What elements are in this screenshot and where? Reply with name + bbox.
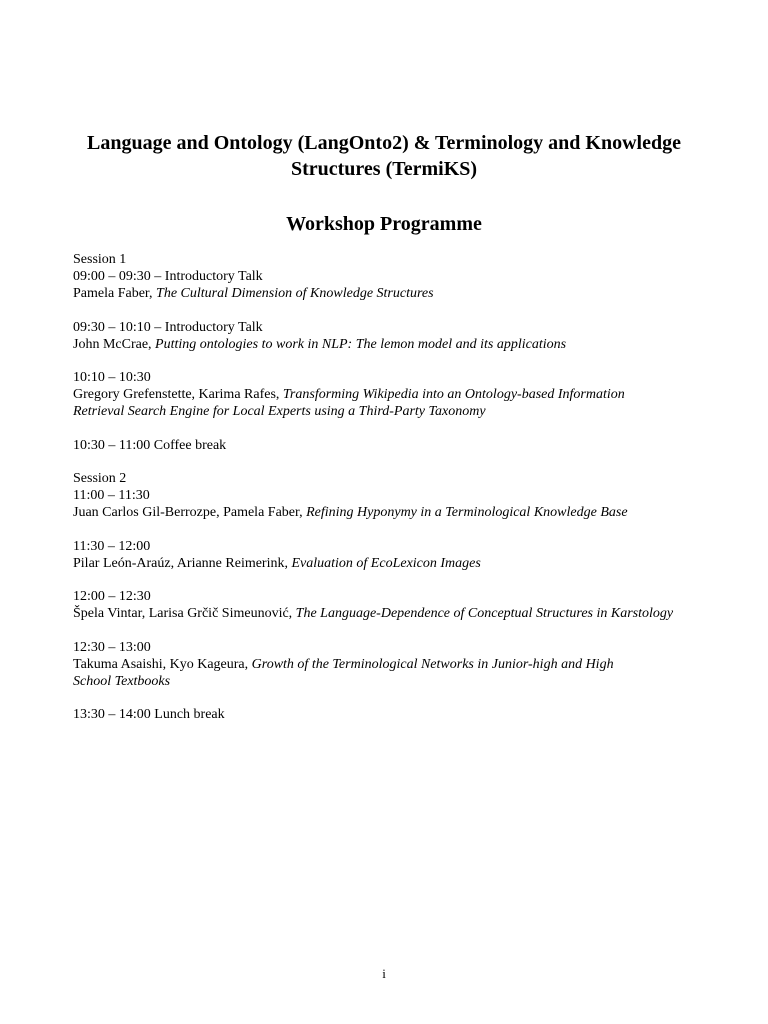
- paper-title: Transforming Wikipedia into an Ontology-based Information: [282, 387, 625, 402]
- paper-title: The Cultural Dimension of Knowledge Structures: [156, 286, 434, 301]
- coffee-break: [73, 437, 695, 454]
- talk-byline: [73, 555, 695, 572]
- session-1-talk-3: [73, 369, 695, 420]
- talk-authors: Pilar León-Araúz, Arianne Reimerink,: [73, 555, 292, 571]
- talk-time: 10:10 – 10:30: [73, 370, 151, 385]
- talk-time: 11:30 – 12:00: [73, 538, 151, 554]
- talk-byline: [73, 656, 695, 673]
- session-2-talk-4: [73, 639, 695, 690]
- paper-title: Growth of the Terminological Networks in Junior-high and High: [251, 656, 614, 672]
- paper-title-continued: School Textbooks: [73, 673, 171, 689]
- talk-time: 12:00 – 12:30: [73, 589, 151, 604]
- talk-byline: [73, 605, 695, 622]
- session-1-talk-2: [73, 319, 695, 353]
- lunch-break: [73, 706, 695, 723]
- talk-time: 09:00 – 09:30 – Introductory Talk: [73, 269, 263, 284]
- page-number: i: [382, 966, 386, 981]
- talk-authors: Špela Vintar, Larisa Grčič Simeunović,: [73, 606, 296, 621]
- talk-byline: [73, 336, 695, 353]
- document-title: Language and Ontology (LangOnto2) & Terminology and Knowledge Structures (TermiKS): [87, 132, 681, 180]
- paper-title: Refining Hyponymy in a Terminological Knowledge Base: [306, 505, 628, 520]
- programme-heading: Workshop Programme: [286, 213, 482, 235]
- session-2-talk-3: [73, 588, 695, 622]
- talk-time: 09:30 – 10:10 – Introductory Talk: [73, 319, 263, 335]
- session-1-talk-1: [73, 251, 695, 302]
- talk-time: 11:00 – 11:30: [73, 488, 150, 503]
- session-2-talk-2: [73, 538, 695, 572]
- paper-title: Evaluation of EcoLexicon Images: [291, 555, 481, 571]
- talk-byline: [73, 285, 695, 302]
- talk-authors: Pamela Faber,: [73, 286, 157, 301]
- talk-byline: [73, 504, 695, 521]
- talk-time: 12:30 – 13:00: [73, 639, 151, 655]
- paper-title: Putting ontologies to work in NLP: The lemon model and its applications: [155, 336, 567, 352]
- talk-authors: Juan Carlos Gil-Berrozpe, Pamela Faber,: [73, 505, 307, 520]
- talk-authors: Gregory Grefenstette, Karima Rafes,: [73, 387, 283, 402]
- break-label: 13:30 – 14:00 Lunch break: [73, 707, 225, 722]
- session-2-talk-1: [73, 470, 695, 521]
- paper-title: The Language-Dependence of Conceptual Structures in Karstology: [295, 606, 674, 621]
- talk-authors: Takuma Asaishi, Kyo Kageura,: [73, 656, 252, 672]
- break-label: 10:30 – 11:00 Coffee break: [73, 437, 227, 453]
- paper-title-continued: Retrieval Search Engine for Local Experts using a Third-Party Taxonomy: [73, 404, 486, 419]
- session-label: Session 2: [73, 471, 127, 486]
- talk-byline: [73, 386, 695, 403]
- talk-authors: John McCrae,: [73, 336, 156, 352]
- session-label: Session 1: [73, 252, 127, 267]
- programme-list: [73, 251, 695, 740]
